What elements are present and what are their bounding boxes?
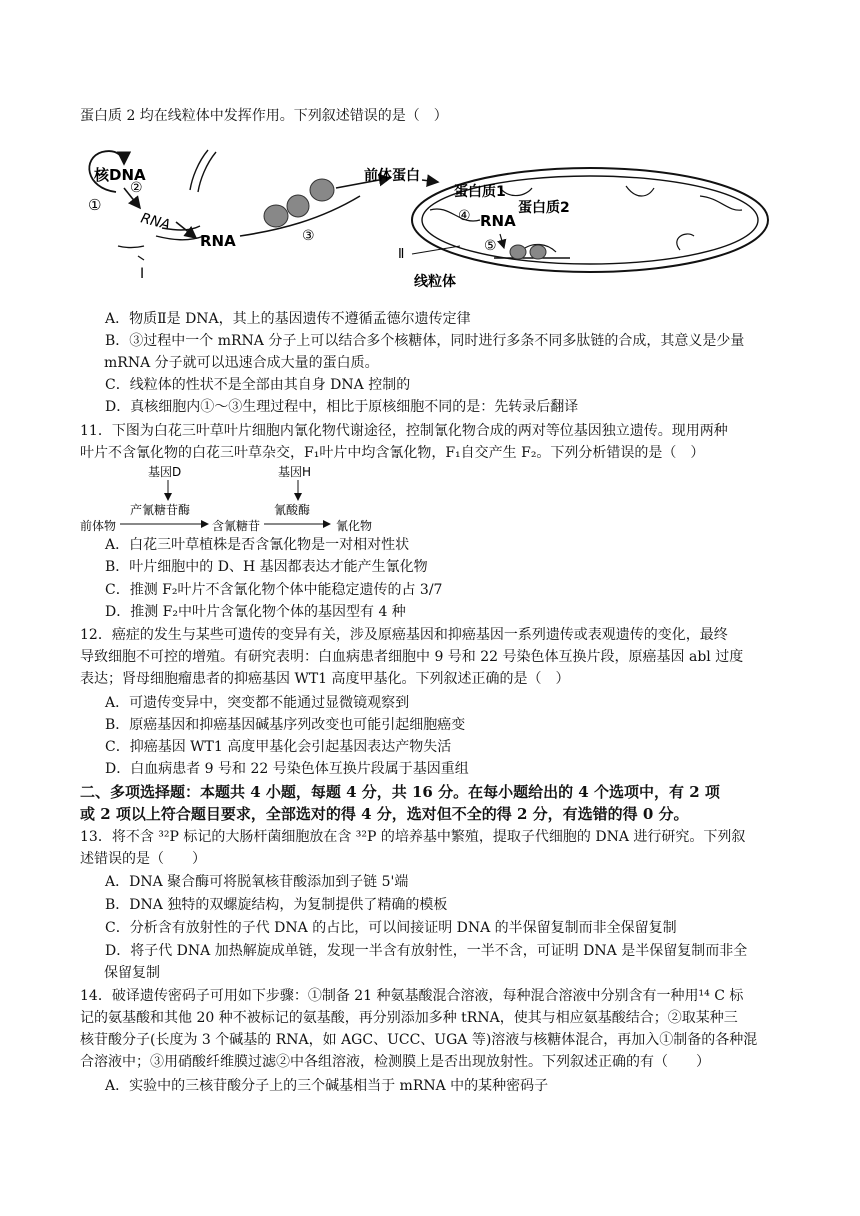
q12-stem-cont: 导致细胞不可控的增殖。有研究表明：白血病患者细胞中 9 号和 22 号染色体互换片段，原癌基因 abl 过度 bbox=[80, 649, 744, 665]
rna-label: RNA bbox=[200, 232, 236, 250]
q13-option-d-cont: 保留复制 bbox=[104, 965, 160, 981]
protein-2-label: 蛋白质2 bbox=[518, 200, 570, 216]
q14-option-a: A．实验中的三核苷酸分子上的三个碱基相当于 mRNA 中的某种密码子 bbox=[105, 1078, 549, 1094]
q11-option-c: C．推测 F₂叶片不含氰化物个体中能稳定遗传的占 3/7 bbox=[105, 582, 443, 598]
q14-stem: 14．破译遗传密码子可用如下步骤：①制备 21 种氨基酸混合溶液，每种混合溶液中分别含有一种用¹⁴ C 标 bbox=[80, 988, 744, 1004]
q13-option-a: A．DNA 聚合酶可将脱氧核苷酸添加到子链 5'端 bbox=[105, 874, 409, 890]
mitochondrion-label: 线粒体 bbox=[414, 274, 456, 290]
q13-stem: 13．将不含 ³²P 标记的大肠杆菌细胞放在含 ³²P 的培养基中繁殖，提取子代细胞的 DNA 进行研究。下列叙 bbox=[80, 829, 746, 845]
q11-stem: 11．下图为白花三叶草叶片细胞内氰化物代谢途径，控制氰化物合成的两对等位基因独立遗传。现用两种 bbox=[80, 423, 728, 439]
q10-option-d: D．真核细胞内①～③生理过程中，相比于原核细胞不同的是：先转录后翻译 bbox=[105, 399, 579, 415]
q11-stem-cont: 叶片不含氰化物的白花三叶草杂交，F₁叶片中均含氰化物，F₁自交产生 F₂。下列分析错误的是（ ） bbox=[80, 445, 705, 461]
q12-stem-cont2: 表达；肾母细胞瘤患者的抑癌基因 WT1 高度甲基化。下列叙述正确的是（ ） bbox=[80, 671, 570, 687]
q12-option-d: D．白血病患者 9 号和 22 号染色体互换片段属于基因重组 bbox=[105, 761, 469, 777]
q14-stem-cont2: 核苷酸分子(长度为 3 个碱基的 RNA，如 AGC、UCC、UGA 等)溶液与核糖体混合，再加入①制备的各种混 bbox=[80, 1032, 758, 1048]
cyanide-pathway-diagram bbox=[78, 464, 418, 534]
section-2-heading-cont: 或 2 项以上符合题目要求，全部选对的得 4 分，选对但不全的得 2 分，有选错的得 0 分。 bbox=[80, 805, 689, 823]
q11-option-b: B．叶片细胞中的 D、H 基因都表达才能产生氰化物 bbox=[105, 559, 428, 575]
step-5-label: ⑤ bbox=[484, 238, 497, 254]
intermediate-label: 含氰糖苷 bbox=[212, 519, 261, 533]
rna-italic-label: RNA bbox=[138, 210, 172, 234]
q11-option-d: D．推测 F₂中叶片含氰化物个体的基因型有 4 种 bbox=[105, 604, 406, 620]
step-2-label: ② bbox=[130, 180, 143, 196]
gene-d-label: 基因D bbox=[148, 465, 182, 479]
question-10-stem-end: 蛋白质 2 均在线粒体中发挥作用。下列叙述错误的是（ ） bbox=[80, 108, 448, 124]
mito-rna-label: RNA bbox=[480, 212, 516, 230]
q12-option-a: A．可遗传变异中，突变都不能通过显微镜观察到 bbox=[105, 695, 410, 711]
q13-option-d: D．将子代 DNA 加热解旋成单链，发现一半含有放射性，一半不含，可证明 DNA 是半保留复制而非全 bbox=[105, 943, 748, 959]
q10-option-b: B．③过程中一个 mRNA 分子上可以结合多个核糖体，同时进行多条不同多肽链的合成，其意义是少量 bbox=[105, 333, 745, 349]
step-1-label: ① bbox=[88, 196, 102, 214]
q13-option-c: C．分析含有放射性的子代 DNA 的占比，可以间接证明 DNA 的半保留复制而非全保留复制 bbox=[105, 920, 677, 936]
nuclear-dna-label: 核DNA bbox=[94, 166, 146, 184]
q12-option-c: C．抑癌基因 WT1 高度甲基化会引起基因表达产物失活 bbox=[105, 739, 452, 755]
q10-option-b-cont: mRNA 分子就可以迅速合成大量的蛋白质。 bbox=[104, 355, 379, 371]
section-2-heading: 二、多项选择题：本题共 4 小题，每题 4 分，共 16 分。在每小题给出的 4 个选项中，有 2 项 bbox=[80, 783, 720, 801]
step-3-label: ③ bbox=[302, 228, 315, 244]
protein-1-label: 蛋白质1 bbox=[454, 184, 506, 200]
q10-option-c: C．线粒体的性状不是全部由其自身 DNA 控制的 bbox=[105, 377, 411, 393]
step-4-label: ④ bbox=[458, 208, 471, 224]
ribosome bbox=[264, 179, 334, 227]
precursor-label: 前体物 bbox=[80, 519, 117, 533]
q12-stem: 12．癌症的发生与某些可遗传的变异有关，涉及原癌基因和抑癌基因一系列遗传或表观遗传的变化，最终 bbox=[80, 627, 728, 643]
precursor-protein-label: 前体蛋白 bbox=[364, 168, 420, 184]
mito-ribosome bbox=[510, 245, 546, 259]
gene-h-label: 基因H bbox=[278, 465, 312, 479]
enzyme-2-label: 氰酸酶 bbox=[274, 503, 311, 517]
gene-expression-diagram bbox=[80, 140, 800, 300]
roman-i-label: I bbox=[140, 266, 145, 282]
q14-stem-cont3: 合溶液中；③用硝酸纤维膜过滤②中各组溶液，检测膜上是否出现放射性。下列叙述正确的有（ ） bbox=[80, 1054, 710, 1070]
product-label: 氰化物 bbox=[336, 519, 373, 533]
q13-stem-cont: 述错误的是（ ） bbox=[80, 851, 206, 867]
q10-option-a: A．物质Ⅱ是 DNA，其上的基因遗传不遵循孟德尔遗传定律 bbox=[105, 311, 471, 327]
roman-ii-label: Ⅱ bbox=[398, 247, 405, 262]
enzyme-1-label: 产氰糖苷酶 bbox=[130, 503, 191, 517]
q14-stem-cont: 记的氨基酸和其他 20 种不被标记的氨基酸，再分别添加多种 tRNA，使其与相应氨基酸结合；②取某种三 bbox=[80, 1010, 738, 1026]
q12-option-b: B．原癌基因和抑癌基因碱基序列改变也可能引起细胞癌变 bbox=[105, 717, 466, 733]
q13-option-b: B．DNA 独特的双螺旋结构，为复制提供了精确的模板 bbox=[105, 897, 448, 913]
q11-option-a: A．白花三叶草植株是否含氰化物是一对相对性状 bbox=[105, 537, 410, 553]
